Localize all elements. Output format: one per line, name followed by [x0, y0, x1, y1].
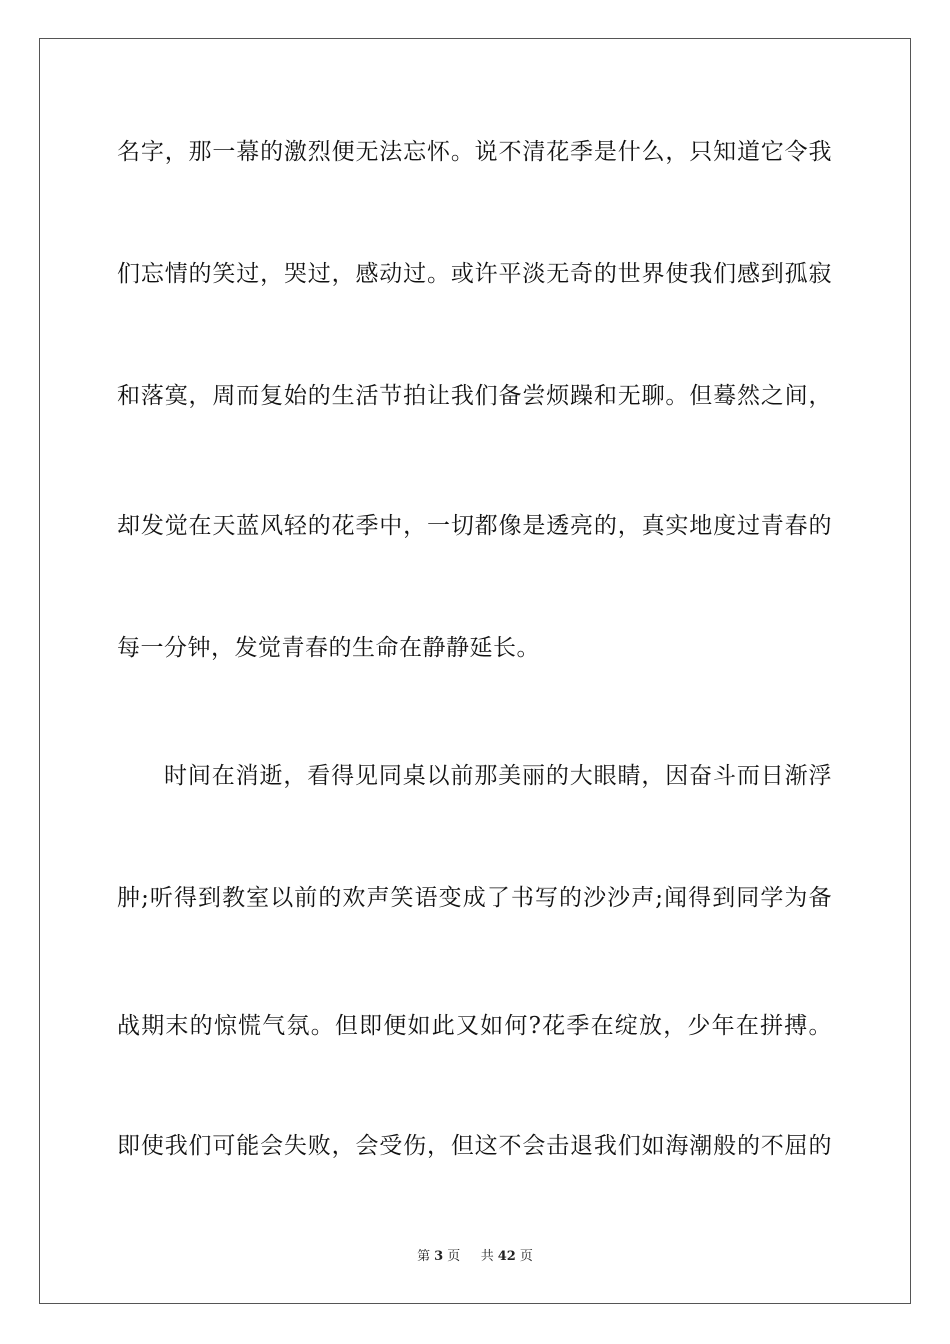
- text-line-9: 即使我们可能会失败，会受伤，但这不会击退我们如海潮般的不屈的: [117, 1133, 832, 1159]
- text-line-1: 名字，那一幕的激烈便无法忘怀。说不清花季是什么，只知道它令我: [117, 139, 832, 165]
- text-line-8: 战期末的惊慌气氛。但即便如此又如何?花季在绽放，少年在拼搏。: [117, 1013, 832, 1039]
- total-suffix: 页: [519, 1249, 533, 1264]
- text-line-2: 们忘情的笑过，哭过，感动过。或许平淡无奇的世界使我们感到孤寂: [117, 261, 832, 287]
- page-border: [39, 38, 911, 1304]
- total-pages: 42: [497, 1249, 516, 1264]
- page-prefix: 第: [417, 1249, 431, 1264]
- text-line-4: 却发觉在天蓝风轻的花季中，一切都像是透亮的，真实地度过青春的: [117, 513, 832, 539]
- total-prefix: 共: [480, 1249, 494, 1264]
- paragraph-2-first-line: 时间在消逝，看得见同桌以前那美丽的大眼睛，因奋斗而日渐浮: [164, 763, 832, 789]
- page-suffix: 页: [447, 1249, 461, 1264]
- page-footer: [0, 1248, 950, 1266]
- text-line-7: 肿;听得到教室以前的欢声笑语变成了书写的沙沙声;闻得到同学为备: [117, 885, 832, 911]
- text-line-5: 每一分钟，发觉青春的生命在静静延长。: [117, 635, 540, 661]
- page-number: 3: [434, 1249, 444, 1264]
- text-line-3: 和落寞，周而复始的生活节拍让我们备尝烦躁和无聊。但蓦然之间，: [117, 383, 832, 409]
